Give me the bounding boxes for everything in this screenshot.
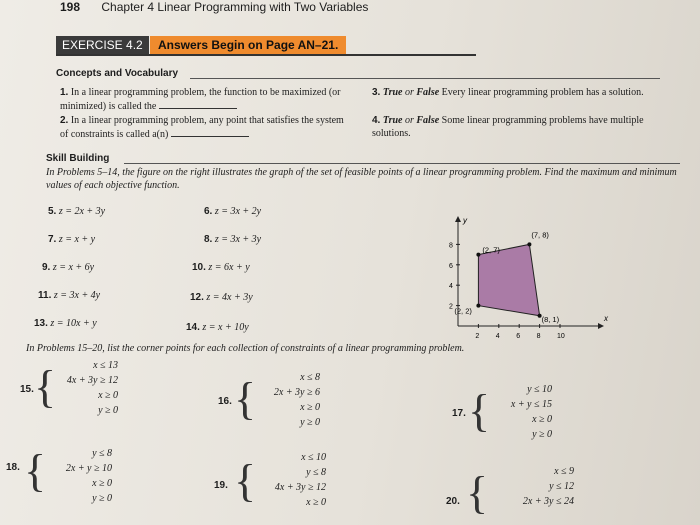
x-axis-arrow xyxy=(598,323,604,329)
vertex-label: (7, 8) xyxy=(531,230,549,240)
system-number: 19. xyxy=(214,480,228,491)
problem-number: 8. xyxy=(204,234,213,245)
question-4 xyxy=(372,114,662,140)
y-axis-label: y xyxy=(463,216,467,225)
constraint: 4x + 3y ≥ 12 xyxy=(274,482,326,493)
feasible-region xyxy=(478,244,539,315)
q3-text: Every linear programming problem has a solution. xyxy=(441,87,644,98)
brace: { xyxy=(468,385,491,436)
objective-function: z = x + 10y xyxy=(202,322,249,333)
q1-number: 1. xyxy=(60,87,69,98)
objective-function: z = x + 6y xyxy=(52,262,95,273)
question-2 xyxy=(60,114,350,141)
system-number: 16. xyxy=(218,396,232,407)
q4-true: True xyxy=(382,115,403,126)
constraint: y ≥ 0 xyxy=(92,493,112,504)
q1-text: In a linear programming problem, the function to be maximized (or minimized) is called the xyxy=(60,87,341,112)
objective-function: z = 4x + 3y xyxy=(206,292,253,303)
q1-blank xyxy=(159,99,237,109)
q3-number: 3. xyxy=(372,87,381,98)
q4-or: or xyxy=(404,115,414,126)
constraint: y ≤ 12 xyxy=(549,481,574,492)
constraint: x ≥ 0 xyxy=(532,414,552,425)
constraint: x ≥ 0 xyxy=(306,497,326,508)
q2-blank xyxy=(171,127,249,137)
constraint: x ≤ 13 xyxy=(93,360,118,371)
x-tick-label: 6 xyxy=(516,333,521,340)
problem-6 xyxy=(204,206,261,217)
brace: { xyxy=(234,455,257,506)
constraint: 2x + 3y ≥ 6 xyxy=(273,387,320,398)
problem-7 xyxy=(48,234,95,245)
vertex-point xyxy=(527,242,531,246)
y-tick-label: 6 xyxy=(449,262,453,270)
y-tick-label: 8 xyxy=(449,242,453,250)
vertex-point xyxy=(476,304,480,308)
section-rule xyxy=(124,163,680,164)
vertex-label: (8, 1) xyxy=(541,314,560,324)
vertex-point xyxy=(476,253,480,257)
problem-14 xyxy=(186,322,249,333)
vertex-label: (2, 7) xyxy=(482,245,500,255)
brace: { xyxy=(34,361,57,412)
x-tick-label: 4 xyxy=(495,333,500,340)
feasible-region-graph xyxy=(418,214,608,351)
objective-function: z = 10x + y xyxy=(50,318,97,329)
q3-or: or xyxy=(404,87,414,98)
vertex-label: (2, 2) xyxy=(454,306,472,316)
constraint: x ≥ 0 xyxy=(300,402,320,413)
constraint: x ≤ 10 xyxy=(301,452,326,463)
x-tick-label: 8 xyxy=(536,333,541,340)
objective-function: z = 2x + 3y xyxy=(58,206,106,217)
x-tick-label: 2 xyxy=(475,333,480,340)
q4-false: False xyxy=(416,115,440,126)
running-header xyxy=(60,0,368,14)
chapter-title: Chapter 4 Linear Programming with Two Variables xyxy=(101,0,369,14)
problem-number: 5. xyxy=(48,206,57,217)
question-1 xyxy=(60,86,350,113)
answers-note: Answers Begin on Page AN–21. xyxy=(150,36,346,54)
skill-heading: Skill Building xyxy=(46,153,110,164)
question-3 xyxy=(372,86,662,99)
corner-intro: In Problems 15–20, list the corner points for each collection of constraints of a linear programming problem. xyxy=(26,343,465,354)
q4-text: Some linear programming problems have multiple solutions. xyxy=(372,115,644,139)
system-number: 20. xyxy=(446,496,460,507)
constraint: x ≤ 8 xyxy=(300,372,320,383)
objective-function: z = 6x + y xyxy=(208,262,250,273)
objective-function: z = 3x + 3y xyxy=(214,234,262,245)
problem-10 xyxy=(192,262,250,273)
concepts-heading: Concepts and Vocabulary xyxy=(56,68,179,79)
constraint: x + y ≤ 15 xyxy=(510,399,552,410)
graph-svg xyxy=(418,214,608,346)
q3-true: True xyxy=(382,87,403,98)
constraint: 2x + 3y ≤ 24 xyxy=(522,496,574,507)
problem-9 xyxy=(42,262,94,273)
problem-11 xyxy=(38,290,100,301)
constraint: y ≤ 10 xyxy=(527,384,552,395)
exercise-tag: EXERCISE 4.2 xyxy=(56,36,149,54)
q4-number: 4. xyxy=(372,115,381,126)
constraint: y ≤ 8 xyxy=(306,467,326,478)
problem-number: 11. xyxy=(38,290,52,301)
problem-number: 12. xyxy=(190,292,204,303)
problem-5 xyxy=(48,206,105,217)
system-number: 18. xyxy=(6,462,20,473)
objective-function: z = 3x + 2y xyxy=(214,206,262,217)
problem-8 xyxy=(204,234,261,245)
problem-13 xyxy=(34,318,97,329)
objective-function: z = 3x + 4y xyxy=(53,290,101,301)
brace: { xyxy=(234,373,257,424)
constraint: x ≥ 0 xyxy=(98,390,118,401)
objective-function: z = x + y xyxy=(58,234,96,245)
constraint: y ≥ 0 xyxy=(98,405,118,416)
y-tick-label: 2 xyxy=(449,303,453,311)
page-number: 198 xyxy=(60,0,81,14)
skill-intro: In Problems 5–14, the figure on the right illustrates the graph of the set of feasible points of a linear programming problem. Find the maximum and minimum values of each objective function. xyxy=(46,167,677,191)
system-number: 15. xyxy=(20,384,34,395)
constraint: 2x + y ≥ 10 xyxy=(65,463,112,474)
problem-number: 10. xyxy=(192,262,206,273)
problem-number: 14. xyxy=(186,322,200,333)
section-rule xyxy=(190,78,660,79)
q2-number: 2. xyxy=(60,115,69,126)
constraint: y ≥ 0 xyxy=(300,417,320,428)
constraint: 4x + 3y ≥ 12 xyxy=(66,375,118,386)
problem-number: 6. xyxy=(204,206,213,217)
problem-number: 7. xyxy=(48,234,57,245)
constraint: x ≥ 0 xyxy=(92,478,112,489)
brace: { xyxy=(24,445,47,496)
problem-number: 9. xyxy=(42,262,51,273)
problem-12 xyxy=(190,292,253,303)
x-axis-label: x xyxy=(604,314,608,323)
q3-false: False xyxy=(416,87,440,98)
constraint: x ≤ 9 xyxy=(554,466,574,477)
brace: { xyxy=(466,467,489,518)
y-tick-label: 4 xyxy=(449,283,453,291)
exercise-banner xyxy=(56,36,476,56)
constraint: y ≥ 0 xyxy=(532,429,552,440)
y-axis-arrow xyxy=(455,216,461,222)
x-tick-label: 10 xyxy=(557,333,565,340)
constraint: y ≤ 8 xyxy=(92,448,112,459)
problem-number: 13. xyxy=(34,318,48,329)
q2-text: In a linear programming problem, any point that satisfies the system of constraints is called a(n) xyxy=(60,115,344,140)
system-number: 17. xyxy=(452,408,466,419)
